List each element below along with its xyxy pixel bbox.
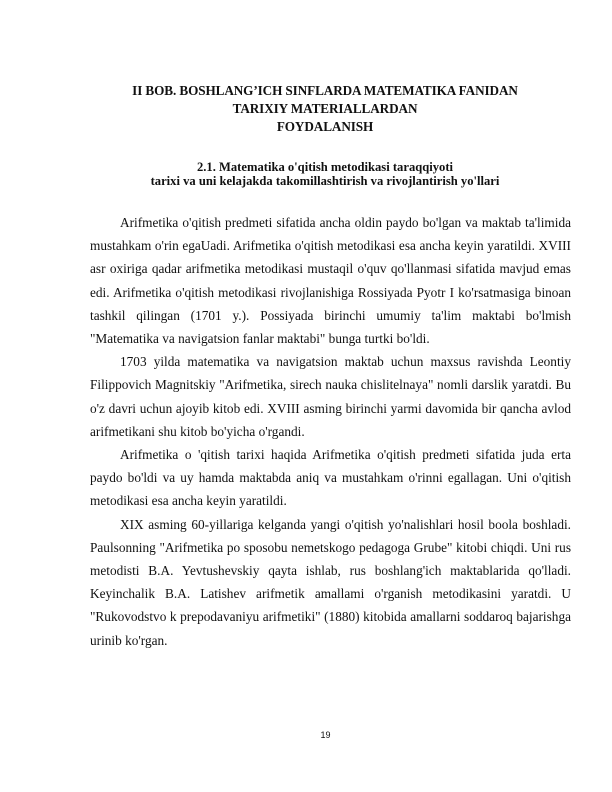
paragraph: Arifmetika o'qitish predmeti sifatida ancha oldin paydo bo'lgan va maktab ta'limida mustahkam o'rin egaUadi. Arifmetika o'qitish metodikasi esa ancha keyin yaratildi. XVIII asr oxiriga qadar arifmetika metodikasi mustaqil o'quv qo'llanmasi sifatida mavjud emas edi. Arifmetika o'qitish metodikasi rivojlanishiga Rossiyada Pyotr I ko'rsatmasiga binoan tashkil qilingan (1701 y.). Possiyada birinchi umumiy ta'lim maktabi bo'lmish "Matematika va navigatsion fanlar maktabi" bunga turtki bo'ldi. xyxy=(90,215,571,347)
paragraph: Arifmetika o 'qitish tarixi haqida Arifmetika o'qitish predmeti sifatida juda erta paydo bo'ldi va uy hamda maktabda aniq va mustahkam o'rinni egallagan. Uni o'qitish metodikasi esa ancha keyin yaratildi. xyxy=(90,447,571,509)
chapter-title-line: II BOB. BOSHLANG’ICH SINFLARDA MATEMATIKA FANIDAN xyxy=(132,83,518,98)
body-text xyxy=(90,211,571,652)
paragraph: XIX asming 60-yillariga kelganda yangi o'qitish yo'nalishlari hosil boola boshladi. Paulsonning "Arifmetika po sposobu nemetskogo pedagoga Grube" kitobi chiqdi. Uni rus metodisti B.A. Yevtushevskiy qayta ishlab, rus boshlang'ich maktablarida qo'lladi. Keyinchalik B.A. Latishev arifmetik amallami o'rganish metodikasini yaratdi. U "Rukovodstvo k prepodavaniyu arifmetiki" (1880) kitobida amallarni soddaroq bajarishga urinib ko'rgan. xyxy=(90,516,571,648)
chapter-title-line: TARIXIY MATERIALLARDAN xyxy=(232,101,418,116)
paragraph: 1703 yilda matematika va navigatsion maktab uchun maxsus ravishda Leontiy Filippovich Magnitskiy "Arifmetika, sirech nauka chislitelnaya" nomli darslik yaratdi. Bu o'z davri uchun ajoyib kitob edi. XVIII asming birinchi yarmi davomida bir qancha avlod arifmetikani shu kitob bo'yicha o'rgandi. xyxy=(90,354,571,439)
chapter-title xyxy=(90,82,560,136)
section-title-line: 2.1. Matematika o'qitish metodikasi taraqqiyoti xyxy=(196,160,454,174)
section-title-line: tarixi va uni kelajakda takomillashtirish va rivojlantirish yo'llari xyxy=(150,174,500,188)
section-title xyxy=(80,160,570,188)
page-number: 19 xyxy=(320,730,331,740)
chapter-title-line: FOYDALANISH xyxy=(276,119,374,134)
